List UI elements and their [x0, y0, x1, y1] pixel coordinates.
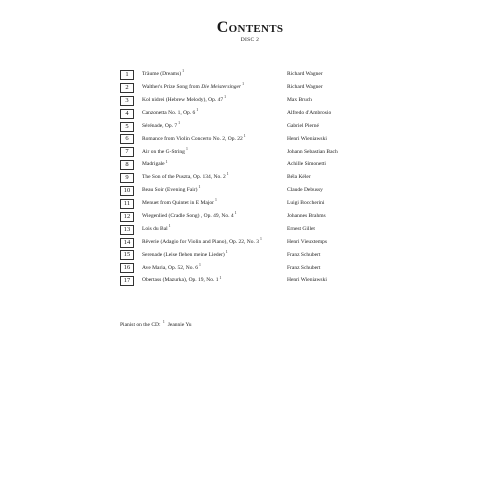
track-row [120, 185, 390, 198]
track-composer: Richard Wagner [287, 84, 323, 91]
track-title: Canzonetta No. 1, Op. $6^1$ [142, 108, 199, 116]
track-number-box: 11 [120, 199, 134, 209]
track-composer: Johannes Brahms [287, 212, 326, 219]
track-composer: Gabriel Pierné [287, 122, 319, 129]
track-row [120, 211, 390, 224]
track-title: Romance from Violin Concerto No. 2, Op. $22^1$ [142, 133, 246, 142]
track-number-box: 16 [120, 263, 134, 273]
track-row [120, 82, 390, 95]
track-title: Air on the G-String$^1$ [142, 146, 188, 155]
track-row [120, 133, 390, 146]
track-composer: Max Bruch [287, 96, 312, 103]
contents-list [120, 69, 390, 288]
track-row [120, 69, 390, 82]
track-composer: Claude Debussy [287, 187, 323, 194]
track-row [120, 249, 390, 262]
pianist-credit-label: Pianist on the CD: [120, 322, 161, 328]
track-row [120, 224, 390, 237]
track-composer: Luigi Boccherini [287, 200, 325, 207]
track-row [120, 172, 390, 185]
track-number-box: 10 [120, 186, 134, 196]
track-composer: Franz Schubert [287, 251, 321, 258]
track-row [120, 262, 390, 275]
track-row [120, 95, 390, 108]
track-row [120, 275, 390, 288]
track-title: The Son of the Puszta, Op. 134, No. $2^1$ [142, 172, 229, 181]
track-number-box: 15 [120, 250, 134, 260]
track-number-box: 3 [120, 96, 134, 106]
track-title: Träume (Dreams)$^1$ [142, 69, 184, 78]
track-number-box: 5 [120, 122, 134, 132]
pianist-name: Jeannie Yu [167, 322, 192, 328]
track-row [120, 198, 390, 211]
track-number-box: 17 [120, 276, 134, 286]
track-composer: Ernest Gillet [287, 225, 315, 232]
track-title: Obertass (Mazurka), Op. 19, No. $1^1$ [142, 275, 222, 284]
track-number-box: 2 [120, 83, 134, 93]
track-composer: Béla Kéler [287, 174, 311, 181]
track-composer: Alfredo d'Ambrosio [287, 109, 332, 116]
track-title: Menuet from Quintet in E Major$^1$ [142, 198, 217, 207]
track-row [120, 146, 390, 159]
track-composer: Henri Wieniawski [287, 135, 327, 142]
track-number-box: 1 [120, 70, 134, 80]
track-title: Beau Soir (Evening Fair)$^1$ [142, 185, 201, 194]
track-row [120, 237, 390, 250]
track-title: Wiegenlied (Cradle Song) , Op. 49, No. $4^1$ [142, 211, 237, 219]
track-number-box: 8 [120, 160, 134, 170]
page-subtitle: DISC 2 [240, 37, 260, 43]
pianist-credit [120, 322, 192, 328]
track-number-box: 12 [120, 212, 134, 222]
pianist-credit-marker: 1 [162, 320, 165, 325]
track-row [120, 121, 390, 134]
track-row [120, 108, 390, 121]
track-number-box: 4 [120, 109, 134, 119]
page-title: Contents [216, 19, 284, 36]
track-number-box: 9 [120, 173, 134, 183]
track-composer: Johann Sebastian Bach [287, 148, 338, 155]
track-composer: Henri Wieniawski [287, 277, 327, 284]
track-title: Lois du Bal$^1$ [142, 224, 171, 232]
track-number-box: 14 [120, 238, 134, 248]
track-number-box: 6 [120, 134, 134, 144]
track-title: Walther's Prize Song from Die Meistersinger$^1$ [142, 82, 244, 91]
track-number-box: 13 [120, 225, 134, 235]
track-composer: Franz Schubert [287, 264, 321, 271]
track-composer: Achille Simonetti [287, 161, 326, 168]
track-composer: Richard Wagner [287, 71, 323, 78]
track-title: Sérénade, Op. $7^1$ [142, 120, 181, 129]
track-title: Serenade (Leise flehen meine Lieder)$^1$ [142, 249, 228, 258]
track-title: Rêverie (Adagio for Violin and Piano), Op. 22, No. $3^1$ [142, 236, 262, 245]
track-row [120, 159, 390, 172]
track-title: Kol nidrei (Hebrew Melody), Op. $47^1$ [142, 95, 227, 103]
track-number-box: 7 [120, 147, 134, 157]
track-title: Ave Maria, Op. 52, No. $6^1$ [142, 262, 201, 271]
track-title: Madrigale$^1$ [142, 159, 168, 168]
track-composer: Henri Vieuxtemps [287, 238, 328, 245]
